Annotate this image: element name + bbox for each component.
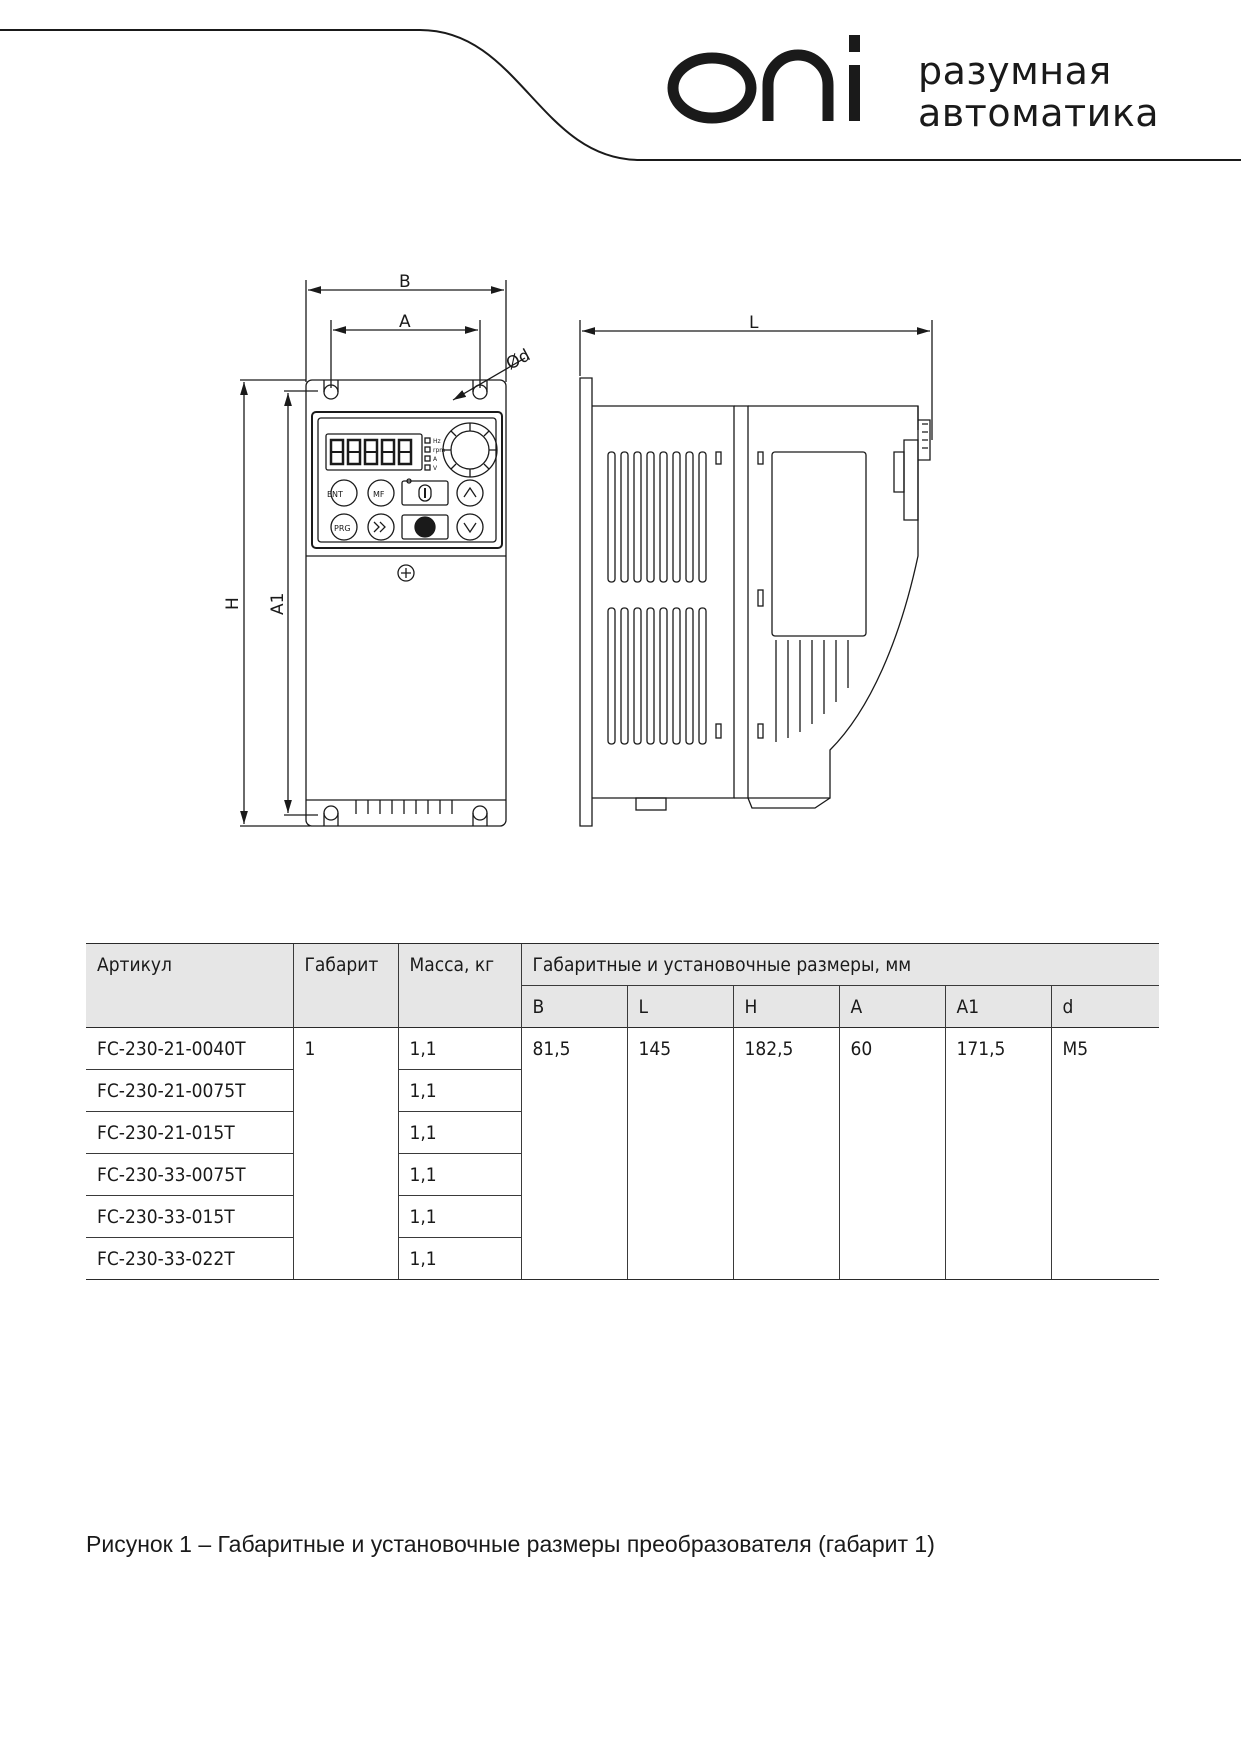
dim-label-d: Ød bbox=[502, 345, 534, 375]
front-view bbox=[240, 280, 525, 826]
mass-cell: 1,1 bbox=[398, 1070, 521, 1112]
mass-cell: 1,1 bbox=[398, 1028, 521, 1070]
dim-a-cell: 60 bbox=[839, 1028, 945, 1280]
page-header bbox=[0, 0, 1241, 170]
header-frame: Габарит bbox=[293, 944, 398, 1028]
dim-h-cell: 182,5 bbox=[733, 1028, 839, 1280]
article-cell: FC-230-33-015T bbox=[86, 1196, 293, 1238]
header-dim-a1: A1 bbox=[945, 986, 1051, 1028]
brand-logo bbox=[660, 25, 870, 135]
tagline-line-2: автоматика bbox=[918, 91, 1160, 135]
mass-cell: 1,1 bbox=[398, 1154, 521, 1196]
dim-d-cell: M5 bbox=[1051, 1028, 1159, 1280]
header-mass: Масса, кг bbox=[398, 944, 521, 1028]
indicator-label-hz: Hz bbox=[433, 438, 441, 445]
header-article: Артикул bbox=[86, 944, 293, 1028]
dim-label-a: A bbox=[399, 312, 411, 332]
header-dimensions: Габаритные и установочные размеры, мм bbox=[521, 944, 1159, 986]
header-dim-h: H bbox=[733, 986, 839, 1028]
article-cell: FC-230-33-0075T bbox=[86, 1154, 293, 1196]
mass-cell: 1,1 bbox=[398, 1112, 521, 1154]
table-row bbox=[86, 1028, 1159, 1070]
indicator-label-rpm: rpm bbox=[433, 447, 446, 454]
indicator-leds bbox=[425, 438, 430, 470]
dim-l-cell: 145 bbox=[627, 1028, 733, 1280]
dimension-drawing bbox=[0, 240, 1241, 840]
header-dim-b: B bbox=[521, 986, 627, 1028]
dim-label-b: B bbox=[399, 272, 411, 292]
article-cell: FC-230-21-0040T bbox=[86, 1028, 293, 1070]
mass-cell: 1,1 bbox=[398, 1238, 521, 1280]
article-cell: FC-230-33-022T bbox=[86, 1238, 293, 1280]
side-vent-lower bbox=[608, 608, 706, 744]
ent-button-label: ENT bbox=[327, 490, 343, 499]
dim-label-a1: A1 bbox=[268, 592, 288, 615]
indicator-label-v: V bbox=[433, 465, 438, 472]
prg-button-label: PRG bbox=[334, 524, 351, 533]
frame-cell: 1 bbox=[293, 1028, 398, 1280]
mass-cell: 1,1 bbox=[398, 1196, 521, 1238]
brand-tagline bbox=[918, 50, 1159, 134]
seven-segment-display bbox=[326, 434, 422, 470]
dimensions-table bbox=[86, 943, 1159, 1280]
dim-label-l: L bbox=[749, 313, 759, 333]
article-cell: FC-230-21-0075T bbox=[86, 1070, 293, 1112]
indicator-label-a: A bbox=[433, 456, 438, 463]
figure-caption: Рисунок 1 – Габаритные и установочные размеры преобразователя (габарит 1) bbox=[86, 1531, 935, 1557]
mf-button-label: MF bbox=[373, 490, 385, 499]
dim-b-cell: 81,5 bbox=[521, 1028, 627, 1280]
tagline-line-1: разумная bbox=[918, 49, 1112, 93]
header-dim-d: d bbox=[1051, 986, 1159, 1028]
article-cell: FC-230-21-015T bbox=[86, 1112, 293, 1154]
side-vent-upper bbox=[608, 452, 706, 582]
potentiometer-knob bbox=[443, 423, 497, 477]
header-dim-l: L bbox=[627, 986, 733, 1028]
down-button bbox=[457, 514, 483, 540]
shift-button bbox=[368, 514, 394, 540]
header-dim-a: A bbox=[839, 986, 945, 1028]
up-button bbox=[457, 480, 483, 506]
dim-a1-cell: 171,5 bbox=[945, 1028, 1051, 1280]
side-view bbox=[580, 320, 932, 826]
dim-label-h: H bbox=[223, 597, 243, 610]
